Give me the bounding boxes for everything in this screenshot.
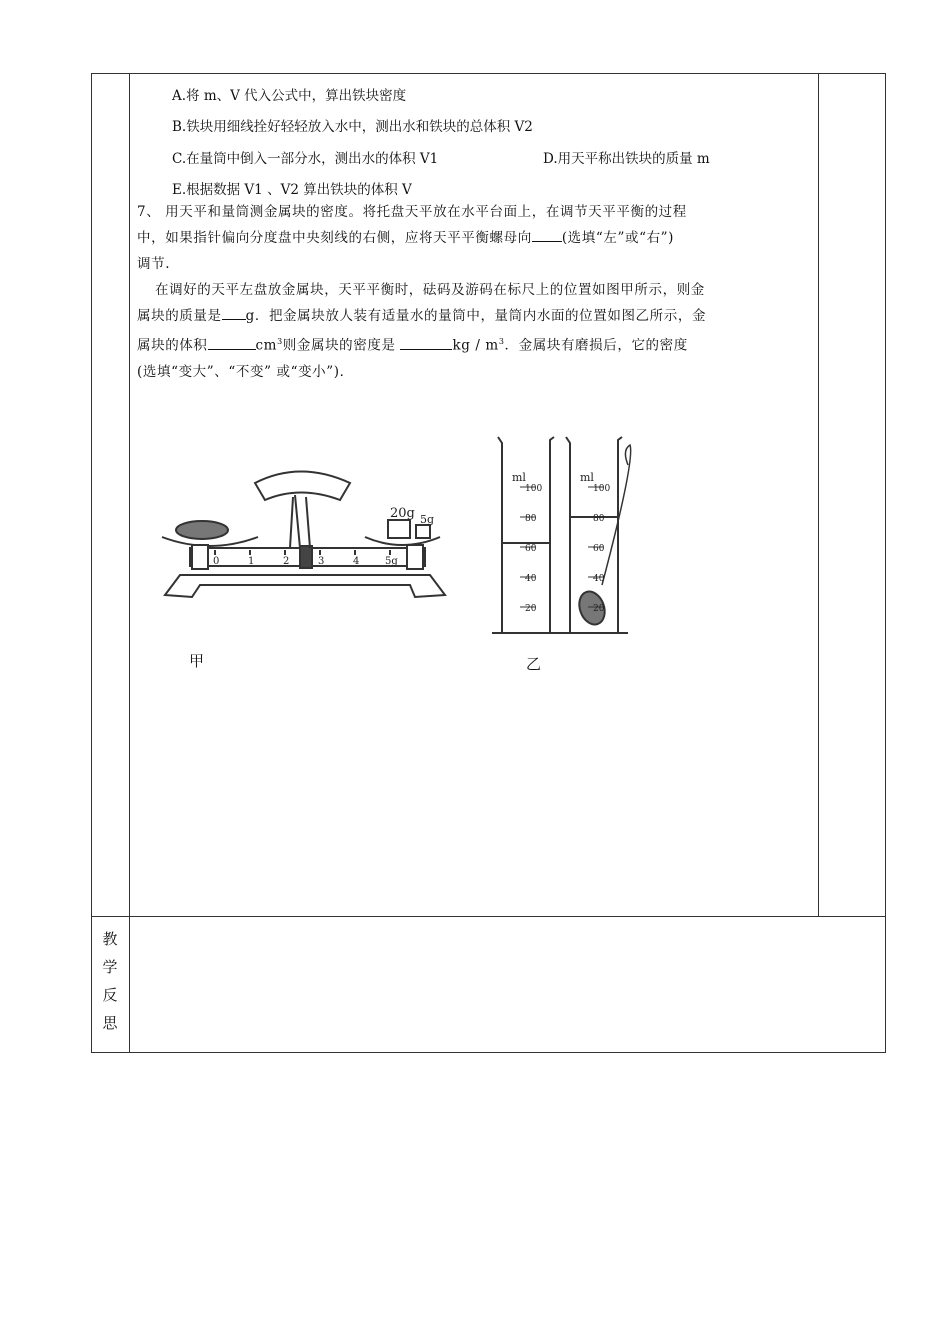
weight-20g <box>388 520 410 538</box>
cylinder-tick: 80 <box>593 514 605 524</box>
reflection-label <box>98 925 122 1037</box>
q7-line <box>137 303 812 329</box>
answer-blank[interactable] <box>532 227 562 242</box>
answer-blank[interactable] <box>222 305 246 320</box>
option-b: B.铁块用细线拴好轻轻放入水中，测出水和铁块的总体积 V2 <box>172 119 533 135</box>
reflection-char: 反 <box>102 986 118 1004</box>
table-divider <box>91 916 886 917</box>
pillar <box>306 497 310 548</box>
thread <box>602 445 631 585</box>
cylinder-tick: 40 <box>525 574 537 584</box>
q7-text: 中，如果指针偏向分度盘中央刻线的右侧，应将天平平衡螺母向 <box>137 230 532 246</box>
cylinder-tick: 100 <box>525 484 543 494</box>
question-7 <box>137 199 812 385</box>
reflection-char: 教 <box>102 930 118 948</box>
table-divider <box>818 73 819 916</box>
q7-line <box>137 329 812 359</box>
answer-blank[interactable] <box>400 335 452 350</box>
weight-20g-label: 20g <box>390 506 415 521</box>
figure-caption-right: 乙 <box>526 655 542 673</box>
q7-line: 7、 用天平和量筒测金属块的密度。将托盘天平放在水平台面上，在调节天平平衡的过程 <box>137 204 687 220</box>
q7-text: (选填“左”或“右”) <box>561 230 675 246</box>
cylinder-tick: 80 <box>525 514 537 524</box>
cylinder-tick: 20 <box>525 604 537 614</box>
q7-line: 调节. <box>137 256 171 272</box>
table-divider <box>129 73 130 1053</box>
scale-label: 2 <box>283 556 290 567</box>
cylinder-tick: 60 <box>593 544 605 554</box>
q7-line: (选填“变大”、“不变” 或“变小”)． <box>137 363 354 380</box>
scale-label: 1 <box>248 556 255 567</box>
left-nut <box>192 545 208 569</box>
cylinder-unit: ml <box>512 471 526 484</box>
cylinder-unit: ml <box>580 471 594 484</box>
q7-text: ．金属块有磨损后，它的密度 <box>504 337 688 354</box>
reflection-char: 学 <box>102 958 118 976</box>
cylinder-tick: 20 <box>593 604 605 614</box>
cylinder-tick: 60 <box>525 544 537 554</box>
option-d: D.用天平称出铁块的质量 m <box>543 151 710 167</box>
scale-label: 5g <box>385 556 398 567</box>
pillar <box>290 497 293 548</box>
superscript: 3 <box>498 337 505 346</box>
q7-line: 在调好的天平左盘放金属块，天平平衡时，砝码及游码在标尺上的位置如图甲所示，则金 <box>155 282 705 298</box>
reflection-input-area[interactable] <box>131 918 884 1051</box>
option-e: E.根据数据 V1 、V2 算出铁块的体积 V <box>172 182 412 198</box>
metal-block <box>176 521 228 539</box>
q7-text: cm <box>255 337 278 354</box>
superscript: 3 <box>277 337 283 346</box>
scale-label: 0 <box>213 556 220 567</box>
scale-label: 4 <box>353 556 360 567</box>
cylinder-tick: 100 <box>593 484 611 494</box>
cylinder-tick: 40 <box>593 574 605 584</box>
answer-blank[interactable] <box>208 335 256 350</box>
scale-label: 3 <box>318 556 325 567</box>
q7-text: 则金属块的密度是 <box>282 337 396 354</box>
q7-text: 属块的质量是 <box>137 308 222 324</box>
q7-line <box>137 225 812 251</box>
option-c: C.在量筒中倒入一部分水，测出水的体积 V1 <box>172 151 439 167</box>
right-nut <box>407 545 423 569</box>
balance-and-cylinders-figure <box>140 425 660 665</box>
weight-5g <box>416 525 430 538</box>
q7-text: kg / m <box>452 337 499 354</box>
option-a: A.将 m、V 代入公式中，算出铁块密度 <box>172 88 407 104</box>
weight-5g-label: 5g <box>420 513 435 526</box>
reflection-char: 思 <box>102 1014 118 1032</box>
figure-caption-left: 甲 <box>189 652 205 670</box>
q7-text: g．把金属块放人装有适量水的量筒中，量筒内水面的位置如图乙所示，金 <box>245 308 707 324</box>
pointer <box>295 495 300 548</box>
dial <box>255 472 350 501</box>
q7-text: 属块的体积 <box>137 337 208 354</box>
rider-slider <box>300 546 312 568</box>
balance-figure <box>162 472 445 598</box>
balance-base <box>165 575 445 597</box>
